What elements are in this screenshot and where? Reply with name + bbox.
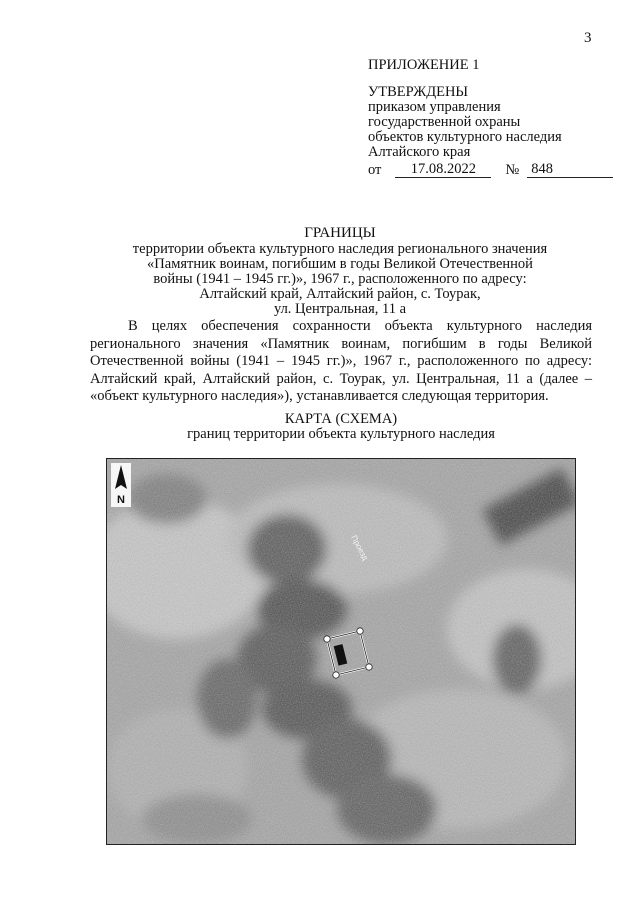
map-title-block xyxy=(90,412,592,442)
boundary-point xyxy=(357,628,363,634)
approval-block xyxy=(368,58,613,178)
title-line: Алтайский край, Алтайский район, с. Тоурак, xyxy=(199,286,481,302)
title-line: «Памятник воинам, погибшим в годы Великой Отечественной xyxy=(147,256,533,272)
svg-text:N: N xyxy=(117,494,125,506)
map-heading: КАРТА (СХЕМА) xyxy=(284,411,398,427)
date-prefix: от xyxy=(368,162,382,178)
document-title xyxy=(90,226,590,317)
order-date-line xyxy=(368,162,613,178)
boundary-point xyxy=(366,664,372,670)
order-date: 17.08.2022 xyxy=(395,162,491,178)
north-arrow-icon xyxy=(111,463,131,507)
boundary-point xyxy=(324,636,330,642)
boundary-point xyxy=(333,672,339,678)
map-subheading: границ территории объекта культурного наследия xyxy=(187,426,495,442)
road-label: Проезд xyxy=(349,533,370,562)
page-number: 3 xyxy=(584,30,592,46)
approval-line: государственной охраны xyxy=(368,114,521,130)
approval-line: объектов культурного наследия xyxy=(368,129,562,145)
order-number: 848 xyxy=(527,162,613,178)
title-line: войны (1941 – 1945 гг.)», 1967 г., расположенного по адресу: xyxy=(153,271,527,287)
title-line: территории объекта культурного наследия регионального значения xyxy=(132,241,548,257)
title-heading: ГРАНИЦЫ xyxy=(304,225,376,241)
title-line: ул. Центральная, 11 а xyxy=(273,301,407,317)
approval-line: Алтайского края xyxy=(368,144,471,160)
approved-label: УТВЕРЖДЕНЫ xyxy=(368,84,469,100)
annex-label: ПРИЛОЖЕНИЕ 1 xyxy=(368,57,480,73)
approval-line: приказом управления xyxy=(368,99,501,115)
body-paragraph: В целях обеспечения сохранности объекта культурного наследия регионального значения «Памятник воинам, погибшим в годы Великой Отечественной войны (1941 – 1945 гг.)», 1967 г., расположенного по адресу: Алтайский край, Алтайский район, с. Тоурак, ул. Центральная, 11 а (далее – «объект культурного наследия»), устанавливается следующая территория. xyxy=(90,318,592,404)
number-prefix: № xyxy=(505,162,520,178)
map-image xyxy=(106,458,576,845)
